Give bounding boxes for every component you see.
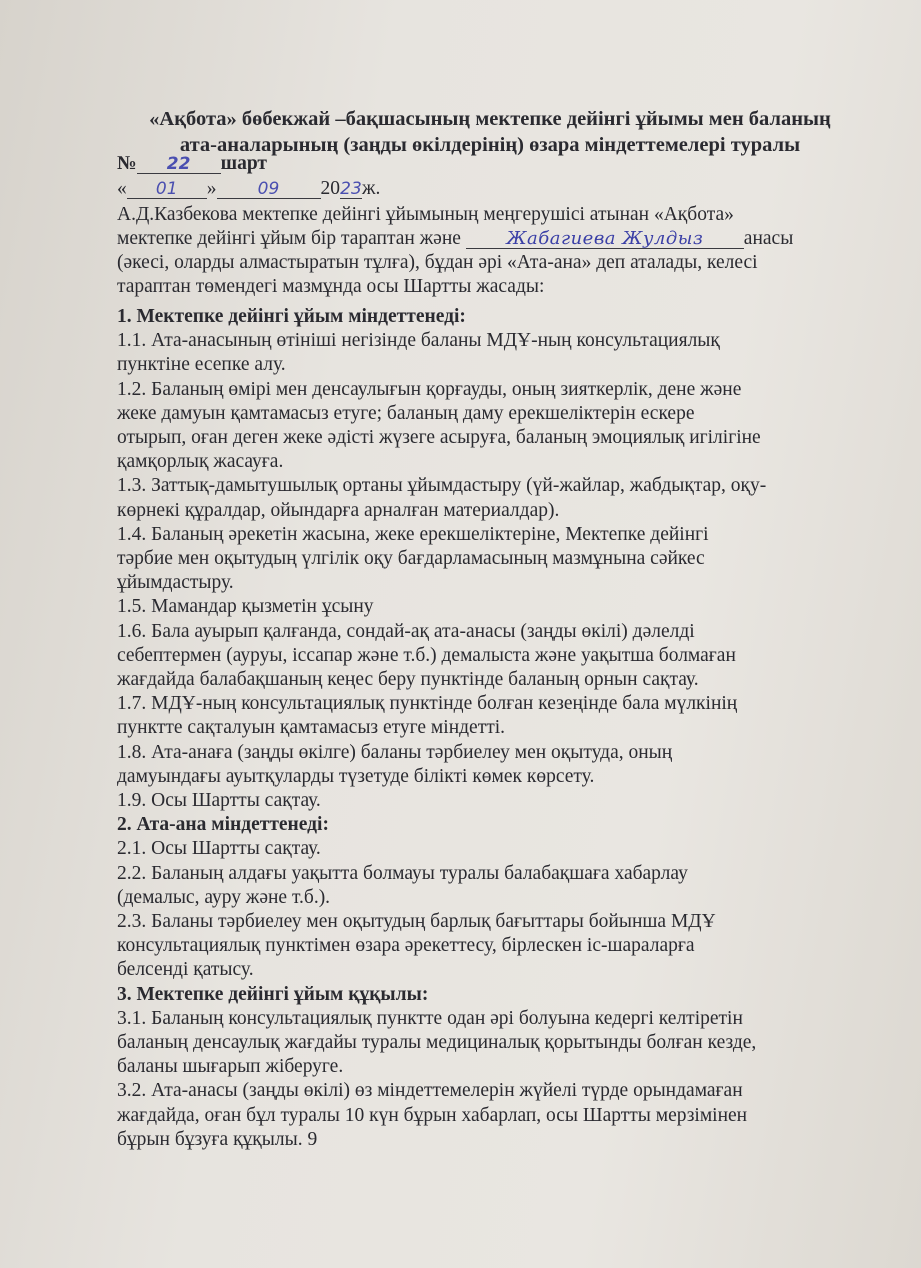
date-month: 09 — [217, 180, 321, 199]
contract-label: шарт — [220, 153, 267, 174]
date-day: 01 — [127, 180, 207, 199]
clause-line: дамуындағы ауытқуларды түзетуде білікті көмек көрсету. — [117, 765, 595, 787]
clause-line: баланы шығарып жіберуге. — [117, 1056, 344, 1078]
quote-close: » — [206, 178, 217, 199]
clause-line: 1.3. Заттық-дамытушылық ортаны ұйымдастыру (үй-жайлар, жабдықтар, оқу- — [117, 475, 767, 497]
section-heading: 3. Мектепке дейінгі ұйым құқылы: — [117, 983, 429, 1005]
clause-line: қамқорлық жасауға. — [117, 451, 284, 473]
clause-line: ұйымдастыру. — [117, 572, 234, 594]
clause-line: 1.4. Баланың әрекетін жасына, жеке ерекшеліктеріне, Мектепке дейінгі — [117, 523, 709, 545]
clause-line: баланың денсаулық жағдайы туралы медициналық қорытынды болған кезде, — [117, 1032, 757, 1053]
year-prefix: 20 — [320, 178, 340, 199]
date-year: 23 — [340, 179, 362, 199]
clause-line: жағдайда балабақшаның кеңес беру пунктінде баланың орнын сақтау. — [117, 669, 699, 690]
clause-line: бұрын бұзуға құқылы. 9 — [117, 1128, 318, 1150]
clause-line: пунктіне есепке алу. — [117, 354, 286, 376]
quote-open: « — [117, 178, 127, 199]
intro-line-4: тараптан төмендегі мазмұнда осы Шартты жасады: — [117, 276, 545, 297]
clause-line: 1.5. Мамандар қызметін ұсыну — [117, 596, 374, 618]
number-sign: № — [117, 153, 137, 174]
intro-line-2 — [117, 227, 793, 251]
intro-line-2-start: мектепке дейінгі ұйым бір тараптан және — [117, 228, 461, 249]
intro-line-1: А.Д.Казбекова мектепке дейінгі ұйымының меңгерушісі атынан «Ақбота» — [117, 204, 734, 225]
clause-line: 1.9. Осы Шартты сақтау. — [117, 790, 321, 811]
contract-date-line — [117, 177, 380, 201]
clause-line: 1.2. Баланың өмірі мен денсаулығын қорғауды, оның зияткерлік, дене және — [117, 378, 742, 400]
clause-line: 3.2. Ата-анасы (заңды өкілі) өз міндеттемелерін жүйелі түрде орындамаған — [117, 1080, 743, 1102]
clause-line: 2.1. Осы Шартты сақтау. — [117, 838, 321, 860]
clause-line: (демалыс, ауру және т.б.). — [117, 886, 331, 908]
document-title — [100, 106, 880, 158]
title-line-1: «Ақбота» бөбекжай –бақшасының мектепке дейінгі ұйымы мен баланың — [149, 108, 831, 130]
section-heading: 1. Мектепке дейінгі ұйым міндеттенеді: — [117, 306, 466, 327]
year-suffix: ж. — [362, 178, 381, 199]
clause-line: тәрбие мен оқытудың үлгілік оқу бағдарламасының мазмұнына сәйкес — [117, 548, 705, 569]
contract-number-line — [117, 152, 267, 176]
clause-line: 1.8. Ата-анаға (заңды өкілге) баланы тәрбиелеу мен оқытуда, оның — [117, 741, 673, 763]
clause-line: 2.3. Баланы тәрбиелеу мен оқытудың барлық бағыттары бойынша МДҰ — [117, 911, 716, 932]
intro-line-3: (әкесі, оларды алмастыратын тұлға), бұдан әрі «Ата-ана» деп аталады, келесі — [117, 252, 758, 273]
clause-line: көрнекі құралдар, ойындарға арналған материалдар). — [117, 499, 560, 521]
intro-line-2-end: анасы — [743, 228, 794, 249]
clause-line: 1.6. Бала ауырып қалғанда, сондай-ақ ата-анасы (заңды өкілі) дәлелді — [117, 620, 695, 642]
clause-line: 1.1. Ата-анасының өтініші негізінде баланы МДҰ-ның консультациялық — [117, 330, 720, 352]
clause-line: себептермен (ауруы, іссапар және т.б.) демалыста және уақытша болмаған — [117, 644, 736, 666]
clause-line: отырып, оған деген жеке әдісті жүзеге асыруға, баланың эмоциялық игілігіне — [117, 427, 761, 448]
clause-line: консультациялық пунктімен өзара әрекеттесу, бірлескен іс-шараларға — [117, 935, 695, 957]
clause-line: жағдайда, оған бұл туралы 10 күн бұрын хабарлап, осы Шартты мерзімінен — [117, 1104, 748, 1126]
contract-number: 22 — [137, 155, 221, 174]
parent-name-signature: Жабагиева Жулдыз — [466, 230, 744, 249]
clause-line: жеке дамуын қамтамасыз етуге; баланың даму ерекшеліктерін ескере — [117, 402, 695, 424]
clause-line: пунктте сақталуын қамтамасыз етуге міндетті. — [117, 717, 506, 739]
title-line-2: ата-аналарының (заңды өкілдерінің) өзара міндеттемелері туралы — [179, 134, 801, 156]
clause-line: белсенді қатысу. — [117, 959, 254, 981]
clause-line: 2.2. Баланың алдағы уақытта болмауы туралы балабақшаға хабарлау — [117, 862, 688, 884]
section-heading: 2. Ата-ана міндеттенеді: — [117, 814, 329, 836]
clause-line: 1.7. МДҰ-ның консультациялық пунктінде болған кезеңінде бала мүлкінің — [117, 693, 738, 715]
clause-line: 3.1. Баланың консультациялық пунктте одан әрі болуына кедергі келтіретін — [117, 1007, 743, 1029]
